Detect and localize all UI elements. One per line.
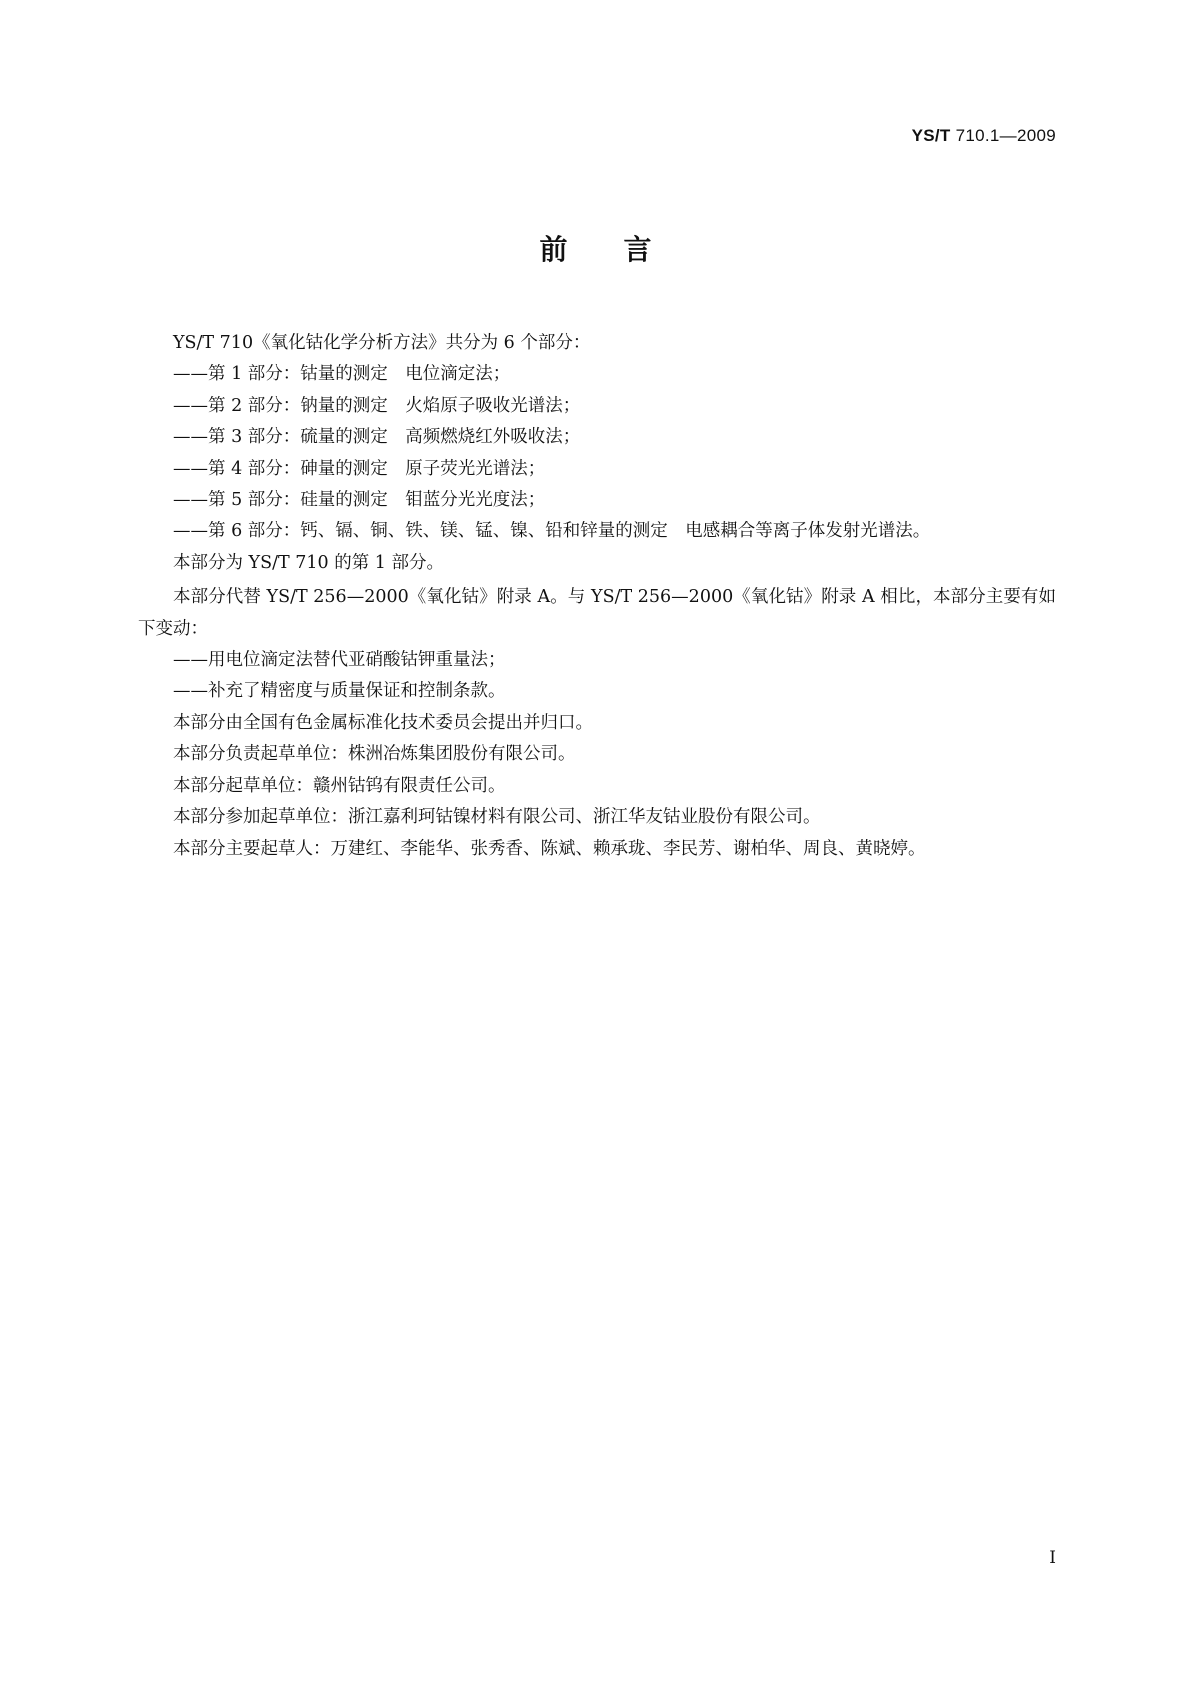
- standard-number: 710.1—2009: [955, 126, 1056, 145]
- drafter-paragraph: 本部分起草单位：赣州钴钨有限责任公司。: [173, 775, 506, 796]
- list-item: ——第 2 部分：钠量的测定 火焰原子吸收光谱法；: [173, 395, 581, 416]
- list-item: ——第 5 部分：硅量的测定 钼蓝分光光度法；: [173, 490, 546, 511]
- page-title: 前言: [539, 233, 708, 266]
- list-item: ——补充了精密度与质量保证和控制条款。: [173, 681, 506, 702]
- intro-paragraph: YS/T 710《氧化钴化学分析方法》共分为 6 个部分：: [173, 333, 591, 353]
- list-item: ——第 4 部分：砷量的测定 原子荧光光谱法；: [173, 458, 546, 479]
- standard-prefix: YS/T: [911, 126, 951, 145]
- list-item: ——第 3 部分：硫量的测定 高频燃烧红外吸收法；: [173, 427, 581, 448]
- participating-drafters-paragraph: 本部分参加起草单位：浙江嘉利珂钴镍材料有限公司、浙江华友钴业股份有限公司。: [173, 807, 821, 828]
- list-item: ——用电位滴定法替代亚硝酸钴钾重量法；: [173, 650, 506, 671]
- page-number: I: [1049, 1548, 1056, 1568]
- main-drafters-paragraph: 本部分主要起草人：万建红、李能华、张秀香、陈斌、赖承珑、李民芳、谢柏华、周良、黄晓婷。: [173, 838, 926, 859]
- proposed-by-paragraph: 本部分由全国有色金属标准化技术委员会提出并归口。: [173, 712, 593, 733]
- standard-code: [912, 126, 1056, 146]
- replaces-paragraph: 本部分代替 YS/T 256—2000《氧化钴》附录 A。与 YS/T 256—2000《氧化钴》附录 A 相比，本部分主要有如下变动：: [138, 587, 1056, 639]
- foreword-body: [138, 328, 1056, 865]
- responsible-drafter-paragraph: 本部分负责起草单位：株洲冶炼集团股份有限公司。: [173, 744, 576, 765]
- list-item: ——第 1 部分：钴量的测定 电位滴定法；: [173, 364, 511, 385]
- list-item: ——第 6 部分：钙、镉、铜、铁、镁、锰、镍、铅和锌量的测定 电感耦合等离子体发射光谱法。: [173, 521, 931, 542]
- this-part-paragraph: 本部分为 YS/T 710 的第 1 部分。: [173, 552, 444, 573]
